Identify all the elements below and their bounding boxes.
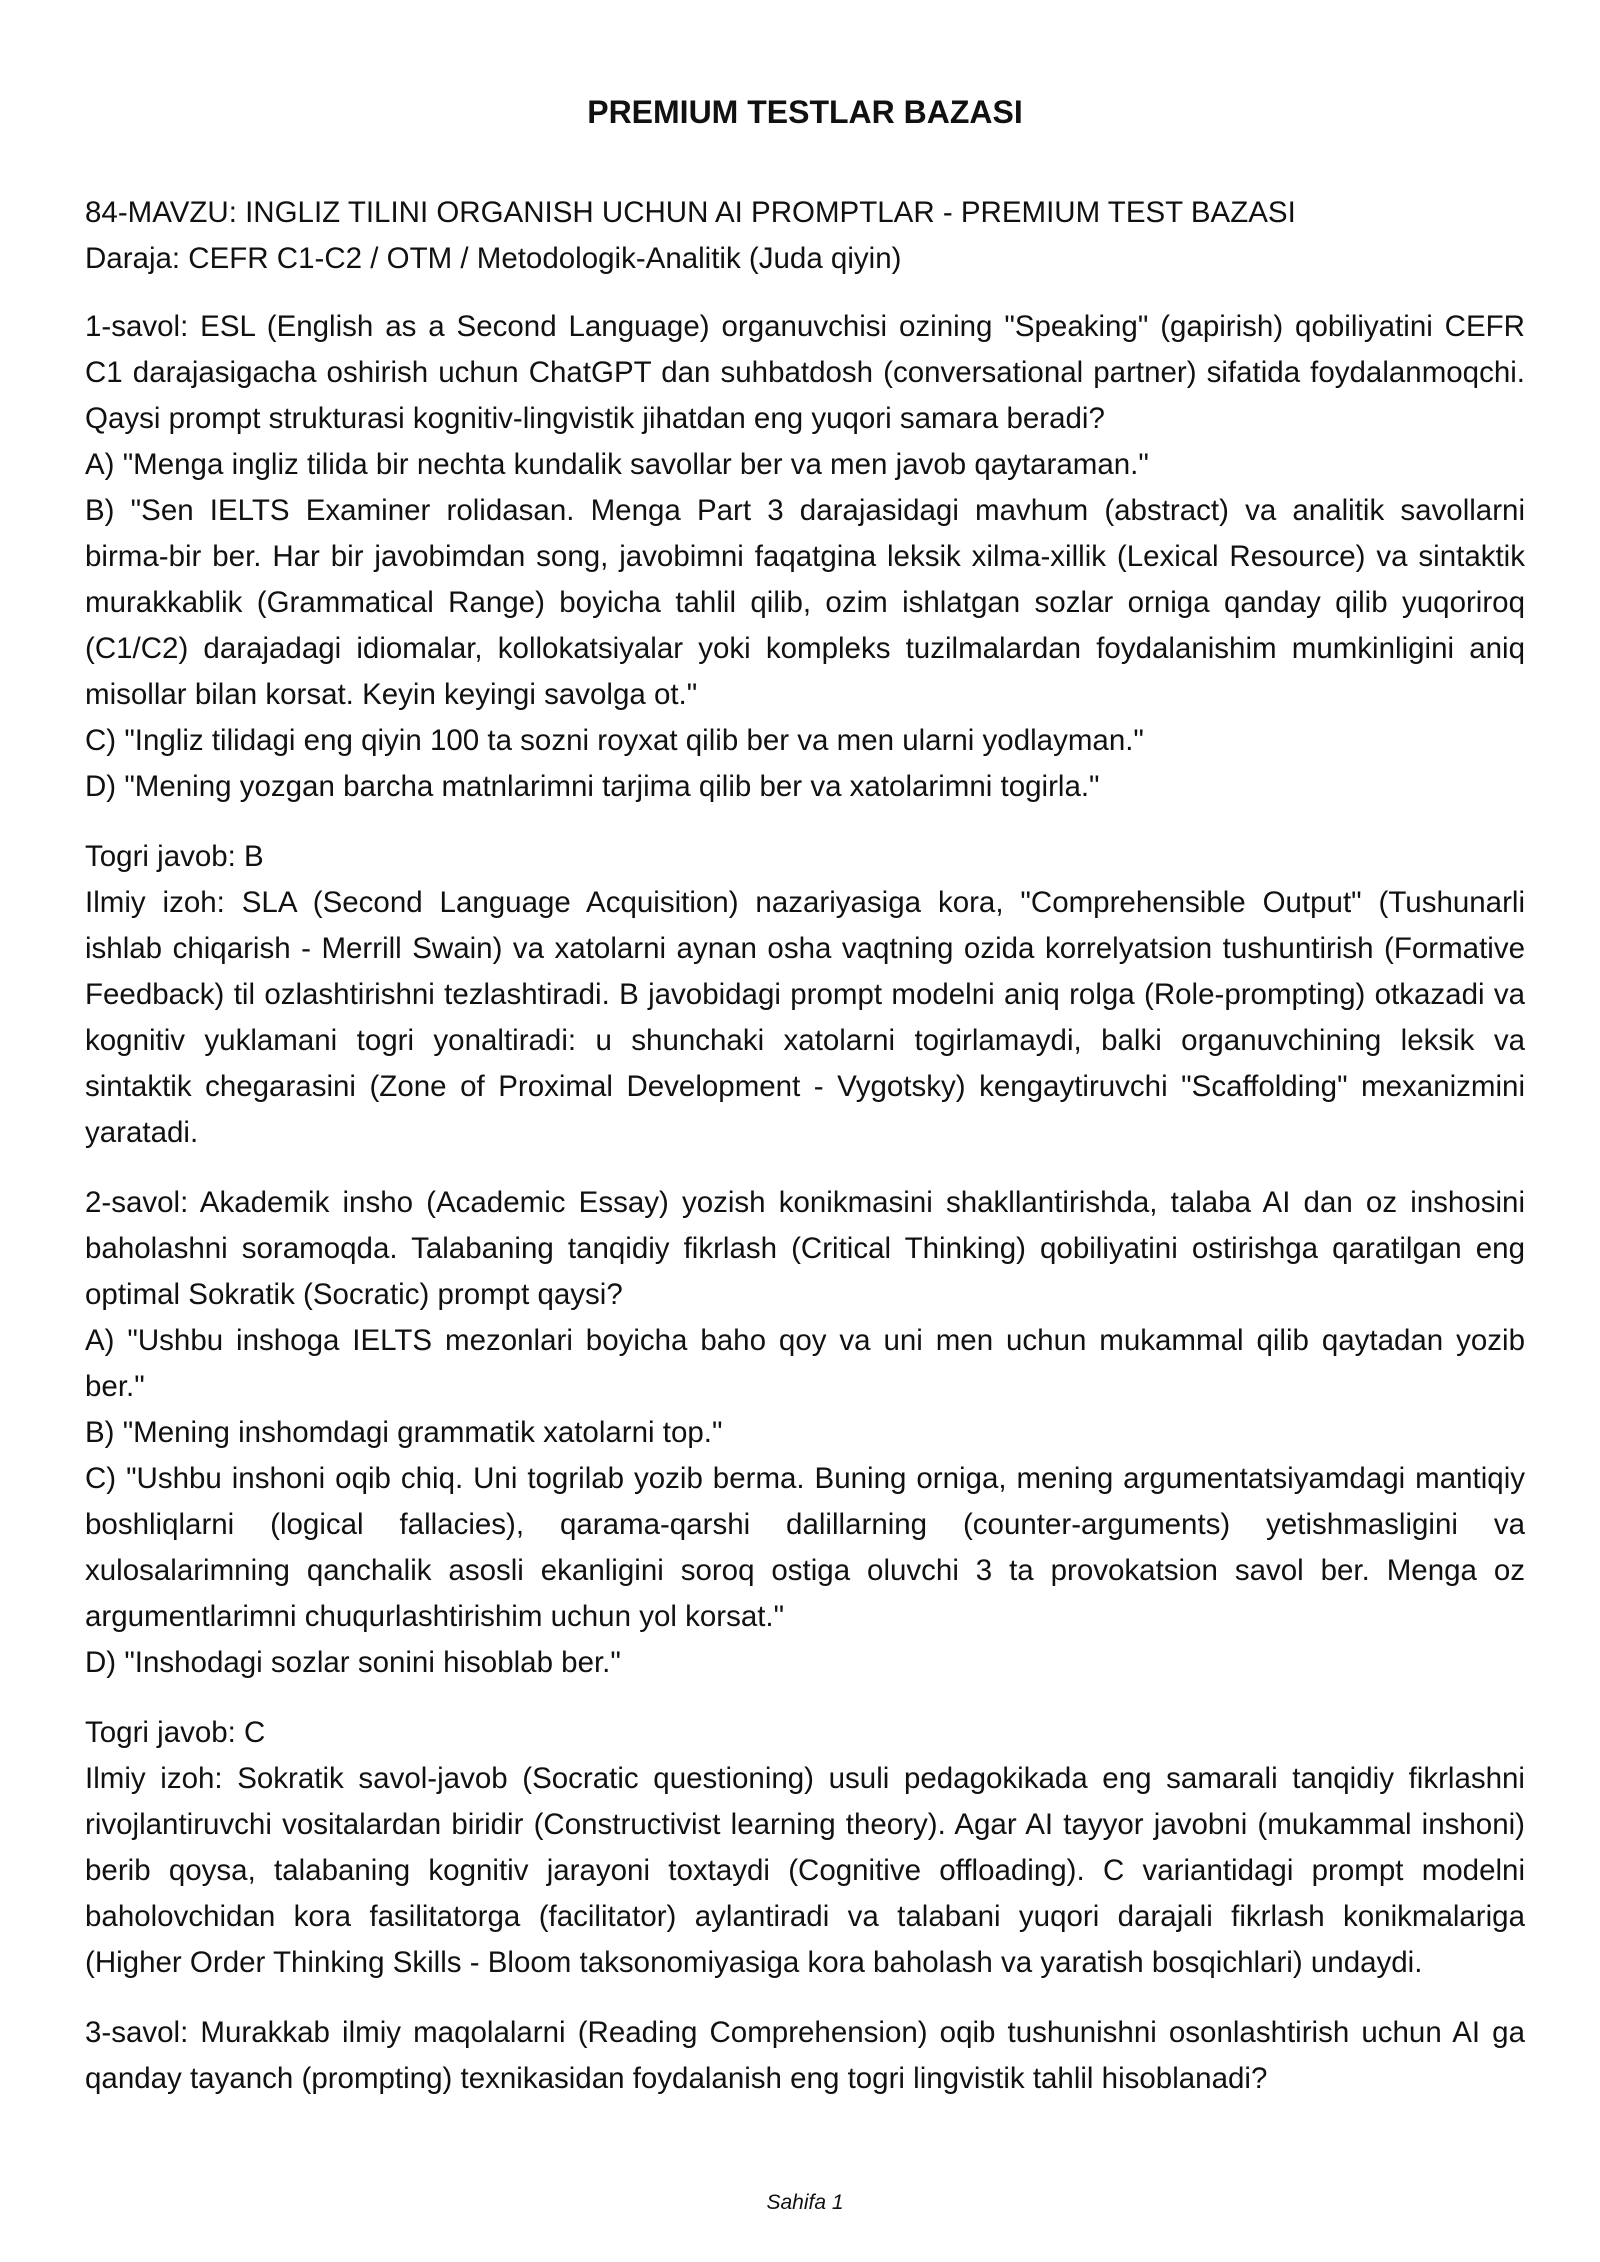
explanation-line: sintaktik chegarasini (Zone of Proximal Development - Vygotsky) kengaytiruvchi "Scaffolding" mexanizmini	[85, 1070, 1525, 1103]
explanation	[85, 1756, 1525, 1986]
page-content	[85, 89, 1525, 2102]
option-text-line: A) "Ushbu inshoga IELTS mezonlari boyicha baho qoy va uni men uchun mukammal qilib qaytadan yozib	[85, 1324, 1525, 1357]
explanation-line: Ilmiy izoh: SLA (Second Language Acquisition) nazariyasiga kora, "Comprehensible Output" (Tushunarli	[85, 886, 1525, 919]
explanation	[85, 880, 1525, 1156]
question-text-line: qanday tayanch (prompting) texnikasidan foydalanish eng togri lingvistik tahlil hisoblanadi?	[85, 2062, 1268, 2095]
option-text-line: xulosalarimning qanchalik asosli ekanligini soroq ostiga oluvchi 3 ta provokatsion savol ber. Menga oz	[85, 1554, 1525, 1587]
option-text-line: boshliqlarni (logical fallacies), qarama-qarshi dalillarning (counter-arguments) yetishmasligini va	[85, 1508, 1525, 1541]
option-a	[85, 442, 1525, 488]
question-2	[85, 1180, 1525, 1686]
option-d	[85, 764, 1525, 810]
question-1	[85, 304, 1525, 810]
question-text-line: 1-savol: ESL (English as a Second Language) organuvchisi ozining "Speaking" (gapirish) qobiliyatini CEFR	[85, 310, 1525, 343]
explanation-line: Ilmiy izoh: Sokratik savol-javob (Socratic questioning) usuli pedagokikada eng samarali tanqidiy fikrlashni	[85, 1762, 1525, 1795]
explanation-line: baholovchidan kora fasilitatorga (facilitator) aylantiradi va talabani yuqori darajali fikrlash konikmalariga	[85, 1900, 1525, 1933]
option-text-line: D) "Inshodagi sozlar sonini hisoblab ber."	[85, 1646, 621, 1679]
explanation-line: (Higher Order Thinking Skills - Bloom taksonomiyasiga kora baholash va yaratish bosqichlari) undaydi.	[85, 1946, 1423, 1979]
question-3	[85, 2010, 1525, 2102]
option-c	[85, 1456, 1525, 1640]
explanation-line: Feedback) til ozlashtirishni tezlashtiradi. B javobidagi prompt modelni aniq rolga (Role-prompting) otkazadi va	[85, 978, 1525, 1011]
option-text-line: argumentlarimni chuqurlashtirishim uchun yol korsat."	[85, 1600, 785, 1633]
explanation-line: kognitiv yuklamani togri yonaltiradi: u shunchaki xatolarni togirlamaydi, balki organuvchining leksik va	[85, 1024, 1525, 1057]
option-text-line: birma-bir ber. Har bir javobimdan song, javobimni faqatgina leksik xilma-xillik (Lexical Resource) va sintaktik	[85, 540, 1525, 573]
correct-answer: Togri javob: C	[85, 1716, 266, 1749]
correct-answer: Togri javob: B	[85, 840, 264, 873]
option-text-line: ber."	[85, 1370, 145, 1403]
answer-1	[85, 834, 1525, 1156]
question-text-line: optimal Sokratik (Socratic) prompt qaysi?	[85, 1278, 623, 1311]
page-title: PREMIUM TESTLAR BAZASI	[587, 94, 1023, 130]
question-text-line: C1 darajasigacha oshirish uchun ChatGPT dan suhbatdosh (conversational partner) sifatida foydalanmoqchi.	[85, 356, 1525, 389]
question-text-line: 3-savol: Murakkab ilmiy maqolalarni (Reading Comprehension) oqib tushunishni osonlashtirish uchun AI ga	[85, 2016, 1525, 2049]
option-text-line: B) "Sen IELTS Examiner rolidasan. Menga Part 3 darajasidagi mavhum (abstract) va analitik savollarni	[85, 494, 1525, 527]
explanation-line: berib qoysa, talabaning kognitiv jarayoni toxtaydi (Cognitive offloading). C variantidagi prompt modelni	[85, 1854, 1525, 1887]
difficulty-level: Daraja: CEFR C1-C2 / OTM / Metodologik-Analitik (Juda qiyin)	[85, 242, 902, 275]
option-text-line: misollar bilan korsat. Keyin keyingi savolga ot."	[85, 678, 698, 711]
option-text-line: C) "Ingliz tilidagi eng qiyin 100 ta sozni royxat qilib ber va men ularni yodlayman."	[85, 724, 1144, 757]
option-text-line: B) "Mening inshomdagi grammatik xatolarni top."	[85, 1416, 723, 1449]
question-text-line: 2-savol: Akademik insho (Academic Essay) yozish konikmasini shakllantirishda, talaba AI dan oz inshosini	[85, 1186, 1525, 1219]
topic-heading: 84-MAVZU: INGLIZ TILINI ORGANISH UCHUN AI PROMPTLAR - PREMIUM TEST BAZASI	[85, 196, 1296, 229]
question-text-line: baholashni soramoqda. Talabaning tanqidiy fikrlash (Critical Thinking) qobiliyatini ostirishga qaratilgan eng	[85, 1232, 1525, 1265]
option-text-line: C) "Ushbu inshoni oqib chiq. Uni togrilab yozib berma. Buning orniga, mening argumentatsiyamdagi mantiqiy	[85, 1462, 1525, 1495]
explanation-line: ishlab chiqarish - Merrill Swain) va xatolarni aynan osha vaqtning ozida korrelyatsion tushuntirish (Formative	[85, 932, 1525, 965]
answer-2	[85, 1710, 1525, 1986]
option-text-line: (C1/C2) darajadagi idiomalar, kollokatsiyalar yoki kompleks tuzilmalardan foydalanishim mumkinligini aniq	[85, 632, 1525, 665]
option-a	[85, 1318, 1525, 1410]
question-text-line: Qaysi prompt strukturasi kognitiv-lingvistik jihatdan eng yuqori samara beradi?	[85, 402, 1105, 435]
option-text-line: murakkablik (Grammatical Range) boyicha tahlil qilib, ozim ishlatgan sozlar orniga qanday qilib yuqoriroq	[85, 586, 1525, 619]
option-d	[85, 1640, 1525, 1686]
option-c	[85, 718, 1525, 764]
explanation-line: yaratadi.	[85, 1116, 199, 1149]
option-text-line: D) "Mening yozgan barcha matnlarimni tarjima qilib ber va xatolarimni togirla."	[85, 770, 1100, 803]
explanation-line: rivojlantiruvchi vositalardan biridir (Constructivist learning theory). Agar AI tayyor javobni (mukammal inshoni)	[85, 1808, 1525, 1841]
page-number: Sahifa 1	[766, 2191, 844, 2214]
option-text-line: A) "Menga ingliz tilida bir nechta kundalik savollar ber va men javob qaytaraman."	[85, 448, 1149, 481]
option-b	[85, 488, 1525, 718]
option-b	[85, 1410, 1525, 1456]
